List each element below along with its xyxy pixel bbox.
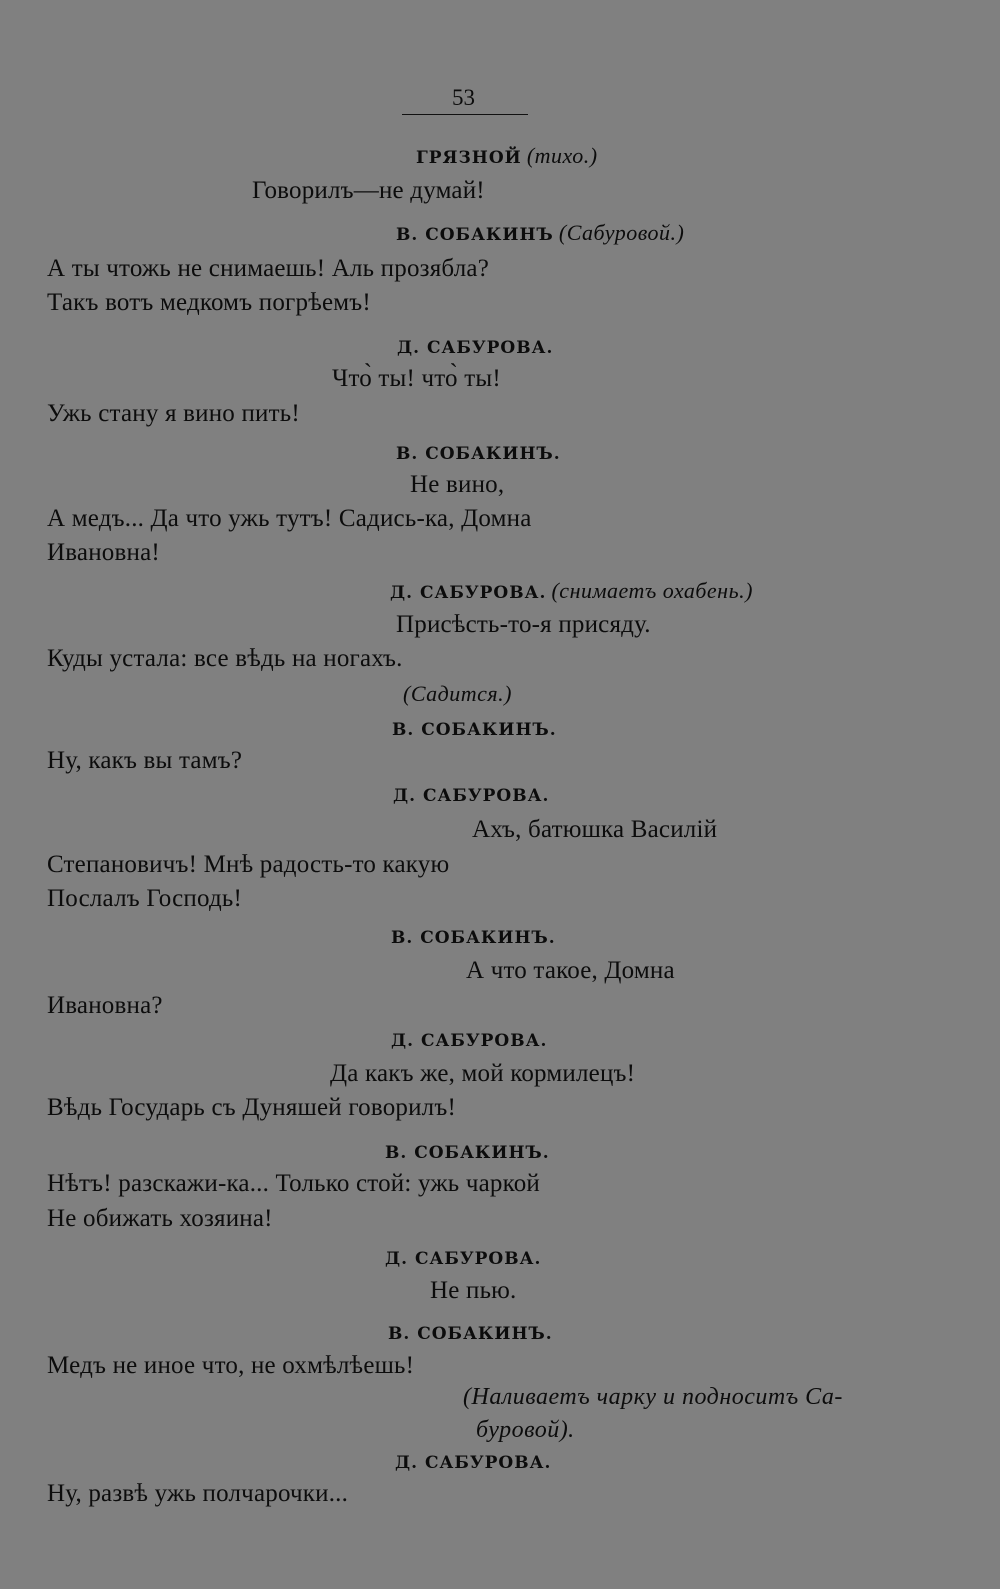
verse-line: Ивановна? — [47, 992, 163, 1019]
speaker-name: В. СОБАКИНЪ — [396, 225, 554, 245]
verse-line: А что такое, Домна — [466, 957, 675, 984]
speaker-name: В. СОБАКИНЪ. — [392, 720, 557, 740]
verse-line: Присѣсть-то-я присяду. — [396, 611, 651, 638]
stage-direction: (Сабуровой.) — [558, 220, 685, 245]
speaker-name: Д. САБУРОВА. — [390, 583, 547, 603]
verse-line: Куды устала: все вѣдь на ногахъ. — [47, 645, 403, 672]
verse-line: А медъ... Да что ужь тутъ! Садись-ка, Домна — [47, 505, 532, 532]
verse-line: Что̀ ты! что̀ ты! — [332, 365, 501, 392]
speaker-name: В. СОБАКИНЪ. — [396, 444, 561, 464]
speaker-name: Д. САБУРОВА. — [385, 1249, 542, 1269]
stage-direction: буровой). — [476, 1417, 575, 1443]
stage-direction: (Наливаетъ чарку и подноситъ Са- — [463, 1384, 843, 1410]
verse-line: Медъ не иное что, не охмѣлѣешь! — [47, 1352, 415, 1379]
stage-direction: (снимаетъ охабень.) — [551, 578, 753, 603]
stage-direction: (тихо.) — [526, 143, 598, 168]
speaker-name: Д. САБУРОВА. — [391, 1031, 548, 1051]
verse-line: А ты чтожь не снимаешь! Аль прозябла? — [47, 255, 489, 282]
verse-line: Послалъ Господь! — [47, 885, 242, 912]
speech-heading — [416, 145, 598, 167]
verse-line: Ахъ, батюшка Василій — [472, 816, 718, 843]
verse-line: Говорилъ—не думай! — [252, 177, 485, 204]
speaker-name: ГРЯЗНОЙ — [416, 148, 522, 168]
stage-direction: (Садится.) — [403, 681, 512, 706]
verse-line: Ивановна! — [47, 539, 160, 566]
verse-line: Ну, развѣ ужь полчарочки... — [47, 1480, 349, 1507]
verse-line: Ужь стану я вино пить! — [47, 400, 300, 427]
verse-line: Не пью. — [430, 1277, 517, 1304]
verse-line: Степановичъ! Мнѣ радость-то какую — [47, 851, 450, 878]
speaker-name: В. СОБАКИНЪ. — [391, 928, 556, 948]
speaker-name: Д. САБУРОВА. — [397, 338, 554, 358]
page-number-rule — [402, 114, 528, 115]
speaker-name: В. СОБАКИНЪ. — [385, 1143, 550, 1163]
verse-line: Да какъ же, мой кормилецъ! — [330, 1060, 636, 1087]
speaker-name: В. СОБАКИНЪ. — [388, 1324, 553, 1344]
page-number: 53 — [452, 85, 475, 110]
speech-heading — [396, 222, 684, 244]
speaker-name: Д. САБУРОВА. — [395, 1453, 552, 1473]
speaker-name: Д. САБУРОВА. — [393, 786, 550, 806]
verse-line: Не обижать хозяина! — [47, 1205, 273, 1232]
verse-line: Вѣдь Государь съ Дуняшей говорилъ! — [47, 1094, 457, 1121]
verse-line: Такъ вотъ медкомъ погрѣемъ! — [47, 289, 371, 316]
verse-line: Не вино, — [410, 471, 505, 498]
verse-line: Нѣтъ! разскажи-ка... Только стой: ужь чаркой — [47, 1170, 540, 1197]
verse-line: Ну, какъ вы тамъ? — [47, 747, 243, 774]
speech-heading — [390, 580, 753, 602]
